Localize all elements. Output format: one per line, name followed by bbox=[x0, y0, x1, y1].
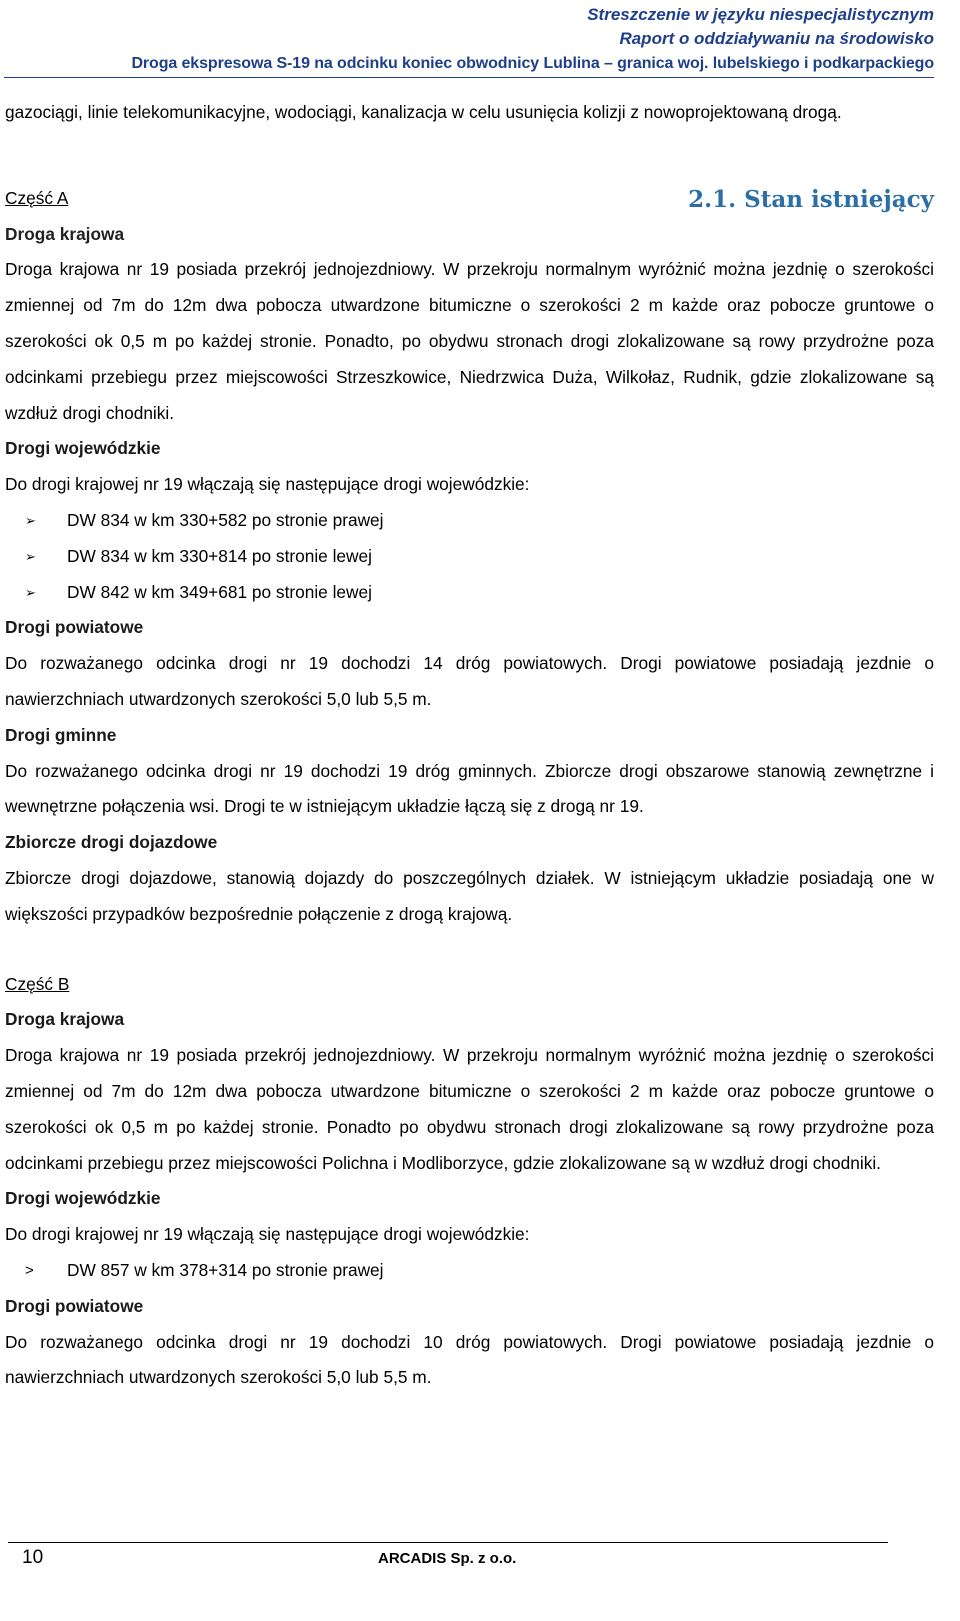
page-number: 10 bbox=[22, 1547, 44, 1568]
part-b-label: Część B bbox=[5, 973, 70, 994]
spacer bbox=[5, 933, 934, 967]
page-header bbox=[131, 3, 934, 77]
list-item: ➢ DW 842 w km 349+681 po stronie lewej bbox=[5, 575, 934, 611]
part-b-county-roads-paragraph: Do rozważanego odcinka drogi nr 19 dochodzi 10 dróg powiatowych. Drogi powiatowe posiadają jezdnie o nawierzchniach utwardzonych szerokości 5,0 lub 5,5 m. bbox=[5, 1331, 934, 1388]
part-a-access-roads-paragraph: Zbiorcze drogi dojazdowe, stanowią dojazdy do poszczególnych działek. W istniejącym układzie posiadają one w większości przypadków bezpośrednie połączenie z drogą krajową. bbox=[5, 867, 934, 924]
header-project-name: Droga ekspresowa S-19 na odcinku koniec obwodnicy Lublina – granica woj. lubelskiego i podkarpackiego bbox=[131, 55, 934, 72]
part-b-heading-voivodeship-roads: Drogi wojewódzkie bbox=[5, 1188, 161, 1209]
part-a-heading-national-road: Droga krajowa bbox=[5, 223, 125, 244]
part-a-heading-county-roads: Drogi powiatowe bbox=[5, 617, 144, 638]
intro-paragraph: gazociągi, linie telekomunikacyjne, wodociągi, kanalizacja w celu usunięcia kolizji z nowoprojektowaną drogą. bbox=[5, 102, 842, 122]
list-item: ➢ DW 834 w km 330+814 po stronie lewej bbox=[5, 539, 934, 575]
part-a-heading-voivodeship-roads: Drogi wojewódzkie bbox=[5, 438, 161, 459]
arrow-bullet-icon: ➢ bbox=[25, 548, 36, 564]
part-a-municipal-roads-paragraph: Do rozważanego odcinka drogi nr 19 dochodzi 19 dróg gminnych. Zbiorcze drogi obszarowe stanowią zewnętrzne i wewnętrzne połączenia wsi. Drogi te w istniejącym układzie łączą się z drogą nr 19. bbox=[5, 760, 934, 817]
part-b-voivodeship-intro: Do drogi krajowej nr 19 włączają się następujące drogi wojewódzkie: bbox=[5, 1224, 530, 1245]
company-name: ARCADIS Sp. z o.o. bbox=[378, 1550, 517, 1567]
part-a-national-road-paragraph: Droga krajowa nr 19 posiada przekrój jednojezdniowy. W przekroju normalnym wyróżnić można jezdnię o szerokości zmiennej od 7m do 12m dwa pobocza utwardzone bitumiczne o szerokości 2 m każde oraz pobocze gruntowe o szerokości ok 0,5 m po każdej stronie. Ponadto, po obydwu stronach drogi zlokalizowane są rowy przydrożne poza odcinkami przebiegu przez miejscowości Strzeszkowice, Niedrzwica Duża, Wilkołaz, Rudnik, gdzie zlokalizowane są wzdłuż drogi chodniki. bbox=[5, 259, 934, 423]
list-item: > DW 857 w km 378+314 po stronie prawej bbox=[5, 1253, 934, 1289]
list-item: ➢ DW 834 w km 330+582 po stronie prawej bbox=[5, 503, 934, 539]
spacer bbox=[5, 131, 934, 181]
part-b-voivodeship-list bbox=[5, 1253, 934, 1289]
part-a-county-roads-paragraph: Do rozważanego odcinka drogi nr 19 dochodzi 14 dróg powiatowych. Drogi powiatowe posiadają jezdnie o nawierzchniach utwardzonych szerokości 5,0 lub 5,5 m. bbox=[5, 653, 934, 709]
arrow-bullet-icon: ➢ bbox=[25, 584, 36, 600]
part-a-voivodeship-intro: Do drogi krajowej nr 19 włączają się następujące drogi wojewódzkie: bbox=[5, 474, 530, 495]
arrow-bullet-icon: ➢ bbox=[25, 512, 36, 528]
header-title-report: Raport o oddziaływaniu na środowisko bbox=[619, 29, 934, 48]
arrow-bullet-icon: > bbox=[25, 1261, 34, 1279]
part-a-voivodeship-list bbox=[5, 503, 934, 610]
part-b-heading-county-roads: Drogi powiatowe bbox=[5, 1295, 144, 1316]
part-b-heading-national-road: Droga krajowa bbox=[5, 1009, 125, 1030]
header-divider bbox=[4, 77, 934, 78]
footer-divider bbox=[8, 1542, 888, 1543]
part-a-heading-municipal-roads: Drogi gminne bbox=[5, 724, 117, 745]
document-body bbox=[5, 95, 934, 1396]
part-a-heading-access-roads: Zbiorcze drogi dojazdowe bbox=[5, 832, 218, 853]
header-title-summary: Streszczenie w języku niespecjalistycznym bbox=[587, 5, 934, 24]
part-a-label: Część A bbox=[5, 187, 69, 208]
section-title: 2.1. Stan istniejący bbox=[688, 186, 934, 213]
part-b-national-road-paragraph: Droga krajowa nr 19 posiada przekrój jednojezdniowy. W przekroju normalnym wyróżnić można jezdnię o szerokości zmiennej od 7m do 12m dwa pobocza utwardzone bitumiczne o szerokości 2 m każde oraz pobocze gruntowe o szerokości ok 0,5 m po każdej stronie. Ponadto po obydwu stronach drogi zlokalizowane są rowy przydrożne poza odcinkami przebiegu przez miejscowości Polichna i Modliborzyce, gdzie zlokalizowane są w wzdłuż drogi chodniki. bbox=[5, 1045, 934, 1173]
